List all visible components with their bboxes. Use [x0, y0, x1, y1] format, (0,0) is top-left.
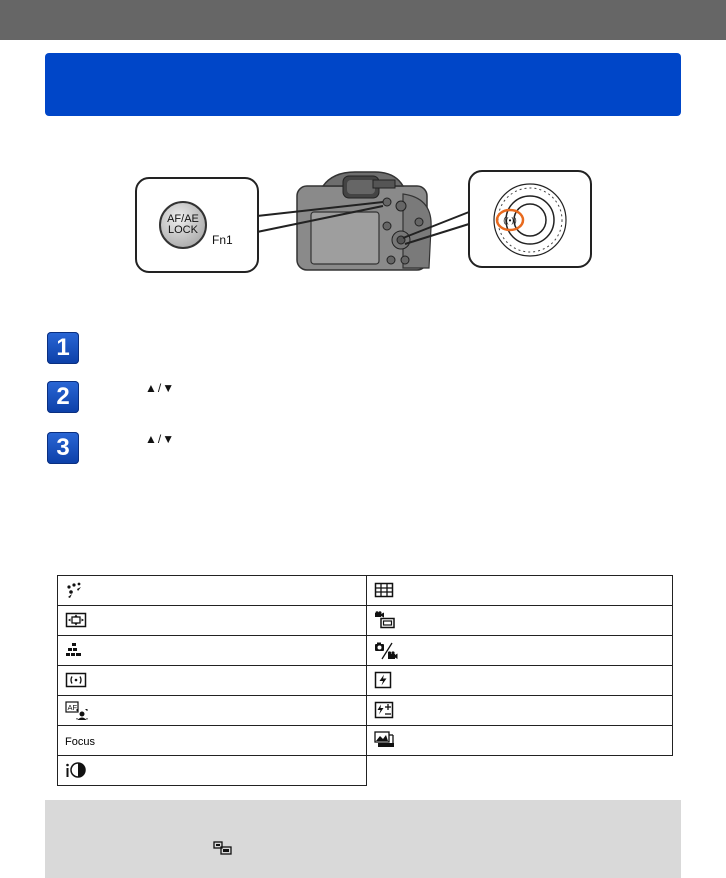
section-title-banner [45, 53, 681, 116]
rear-dial-callout [468, 170, 592, 268]
af-ae-lock-callout [135, 177, 259, 273]
af-label-line2: LOCK [168, 224, 198, 236]
header-bar [0, 0, 726, 40]
table-row [58, 576, 673, 606]
table-cell [58, 576, 367, 606]
function-settings-table [57, 575, 673, 786]
table-row [58, 696, 673, 726]
table-cell [58, 696, 367, 726]
photo-video-icon [374, 641, 398, 661]
step-3-arrows: ▲/▼ [145, 432, 176, 446]
table-cell-empty [367, 756, 673, 786]
table-cell [58, 756, 367, 786]
af-ae-lock-button [159, 201, 207, 249]
table-cell [58, 606, 367, 636]
table-row [58, 606, 673, 636]
table-row [58, 756, 673, 786]
table-cell [367, 696, 673, 726]
af-area-icon [65, 612, 87, 628]
svg-text:AF: AF [67, 702, 78, 712]
burst-sparkle-icon [65, 581, 85, 599]
flash-icon [374, 671, 392, 689]
photo-style-icon [65, 642, 83, 658]
table-cell [367, 606, 673, 636]
step-2-arrows: ▲/▼ [145, 381, 176, 395]
rear-dial-icon [470, 172, 590, 266]
fn1-label: Fn1 [212, 233, 233, 247]
video-frame-icon [374, 611, 396, 629]
step-1-badge: 1 [47, 332, 79, 364]
camera-illustration [133, 168, 593, 278]
guide-line-icon [374, 582, 394, 598]
step-2-badge: 2 [47, 381, 79, 413]
table-row [58, 666, 673, 696]
custom-mode-icon [213, 841, 233, 855]
step-3-badge: 3 [47, 432, 79, 464]
metering-icon [65, 672, 87, 688]
af-label-line1: AF/AE [167, 213, 199, 225]
table-cell [367, 726, 673, 756]
table-cell [367, 576, 673, 606]
table-cell [367, 666, 673, 696]
flash-adjust-icon [374, 701, 394, 719]
note-box [45, 800, 681, 878]
focus-label: Focus [65, 735, 95, 748]
i-dynamic-icon [65, 761, 87, 779]
table-cell [367, 636, 673, 666]
table-row [58, 726, 673, 756]
table-row [58, 636, 673, 666]
exposure-stack-icon [374, 731, 396, 749]
svg-text:((•)): ((•)) [503, 216, 517, 225]
table-cell [58, 666, 367, 696]
table-cell [58, 726, 367, 756]
af-mode-icon [65, 701, 89, 721]
table-cell [58, 636, 367, 666]
